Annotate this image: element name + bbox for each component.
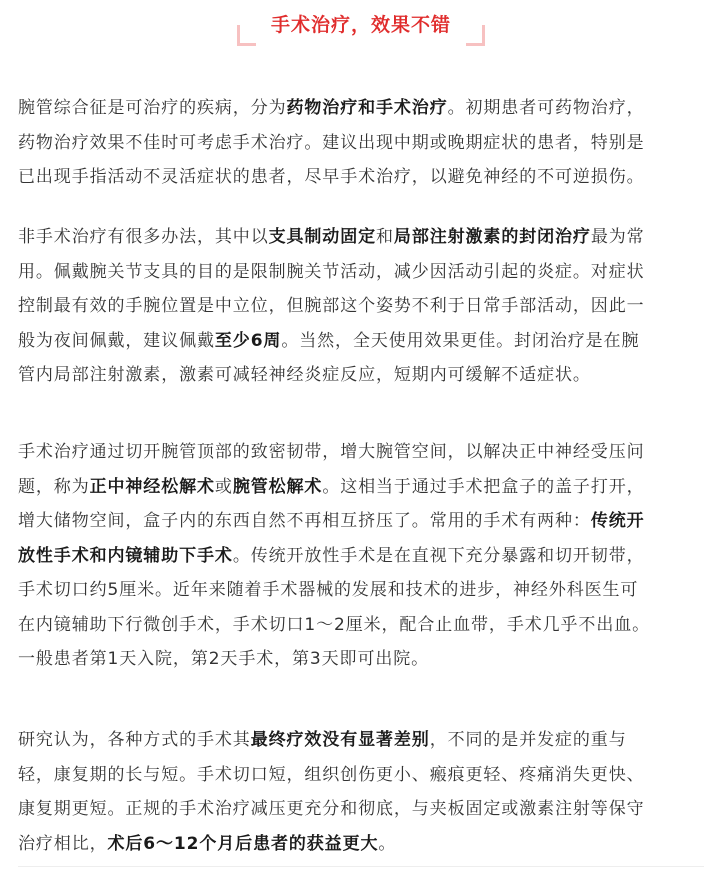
bold-text: 至少6周 bbox=[214, 330, 282, 351]
text-run: 已出现手指活动不灵活症状的患者，尽早手术治疗，以避免神经的不可逆损伤。 bbox=[18, 167, 645, 187]
bold-text: 放性手术和内镜辅助下手术 bbox=[18, 545, 233, 566]
bottom-divider bbox=[18, 866, 704, 867]
text-run: 康复期更短。正规的手术治疗减压更充分和彻底，与夹板固定或激素注射等保守 bbox=[18, 799, 645, 819]
paragraph-3 bbox=[18, 435, 704, 677]
text-run: 控制最有效的手腕位置是中立位，但腕部这个姿势不利于日常手部活动，因此一 bbox=[18, 296, 645, 316]
text-line bbox=[18, 324, 704, 359]
text-line bbox=[18, 220, 704, 255]
text-line bbox=[18, 758, 704, 793]
text-line bbox=[18, 642, 704, 677]
text-line bbox=[18, 827, 704, 862]
text-line bbox=[18, 539, 704, 574]
text-run: 非手术治疗有很多办法，其中以 bbox=[18, 227, 269, 247]
text-run: 一般患者第1天入院，第2天手术，第3天即可出院。 bbox=[18, 649, 430, 669]
text-run: ，不同的是并发症的重与 bbox=[429, 730, 627, 750]
text-run: 腕管综合征是可治疗的疾病，分为 bbox=[18, 98, 287, 118]
text-run: 手术治疗通过切开腕管顶部的致密韧带，增大腕管空间，以解决正中神经受压问 bbox=[18, 442, 645, 462]
bold-text: 正中神经松解术 bbox=[89, 476, 215, 497]
text-run: 管内局部注射激素，激素可减轻神经炎症反应，短期内可缓解不适症状。 bbox=[18, 365, 591, 385]
text-run: 般为夜间佩戴，建议佩戴 bbox=[18, 330, 215, 351]
bold-text: 药物治疗和手术治疗 bbox=[286, 98, 448, 118]
text-run: 最为常 bbox=[590, 227, 645, 247]
section-title-box bbox=[237, 0, 485, 46]
bold-text: 传统开 bbox=[590, 511, 645, 531]
text-run: 增大储物空间，盒子内的东西自然不再相互挤压了。常用的手术有两种： bbox=[18, 511, 591, 531]
text-line bbox=[18, 255, 704, 290]
text-run: 轻，康复期的长与短。手术切口短，组织创伤更小、瘢痕更轻、疼痛消失更快、 bbox=[18, 764, 645, 785]
title-corner-right bbox=[466, 25, 485, 46]
bold-text: 最终疗效没有显著差别 bbox=[250, 730, 430, 750]
text-run: 和 bbox=[376, 227, 394, 247]
text-run: 。当然，全天使用效果更佳。封闭治疗是在腕 bbox=[281, 330, 640, 351]
paragraph-2 bbox=[18, 220, 704, 393]
title-corner-left bbox=[237, 25, 256, 46]
text-run: 。传统开放性手术是在直视下充分暴露和切开韧带， bbox=[232, 545, 645, 566]
bold-text: 腕管松解术 bbox=[232, 476, 323, 497]
text-run: 药物治疗效果不佳时可考虑手术治疗。建议出现中期或晚期症状的患者，特别是 bbox=[18, 132, 645, 153]
text-line bbox=[18, 358, 704, 393]
text-line bbox=[18, 470, 704, 505]
text-line bbox=[18, 573, 704, 608]
text-line bbox=[18, 126, 704, 161]
text-line bbox=[18, 608, 704, 643]
bold-text: 术后6～12个月后患者的获益更大 bbox=[107, 833, 379, 854]
text-line bbox=[18, 289, 704, 324]
text-line bbox=[18, 160, 704, 195]
bold-text: 支具制动固定 bbox=[268, 227, 377, 247]
text-line bbox=[18, 435, 704, 470]
text-run: 在内镜辅助下行微创手术，手术切口1～2厘米，配合止血带，手术几乎不出血。 bbox=[18, 614, 651, 635]
text-run: 。 bbox=[378, 833, 397, 854]
section-title: 手术治疗，效果不错 bbox=[270, 13, 451, 36]
text-line bbox=[18, 504, 704, 539]
bold-text: 局部注射激素的封闭治疗 bbox=[393, 227, 591, 247]
section-header bbox=[0, 0, 721, 58]
text-line bbox=[18, 91, 704, 126]
text-line bbox=[18, 723, 704, 758]
text-run: 。初期患者可药物治疗， bbox=[447, 98, 645, 118]
text-run: 题，称为 bbox=[18, 476, 90, 497]
text-run: 。这相当于通过手术把盒子的盖子打开， bbox=[322, 476, 645, 497]
text-run: 治疗相比， bbox=[18, 833, 108, 854]
text-run: 手术切口约5厘米。近年来随着手术器械的发展和技术的进步，神经外科医生可 bbox=[18, 580, 639, 600]
text-run: 研究认为，各种方式的手术其 bbox=[18, 730, 251, 750]
paragraph-1 bbox=[18, 91, 704, 195]
text-run: 用。佩戴腕关节支具的目的是限制腕关节活动，减少因活动引起的炎症。对症状 bbox=[18, 261, 645, 282]
text-run: 或 bbox=[214, 476, 233, 497]
text-line bbox=[18, 792, 704, 827]
paragraph-4 bbox=[18, 723, 704, 861]
